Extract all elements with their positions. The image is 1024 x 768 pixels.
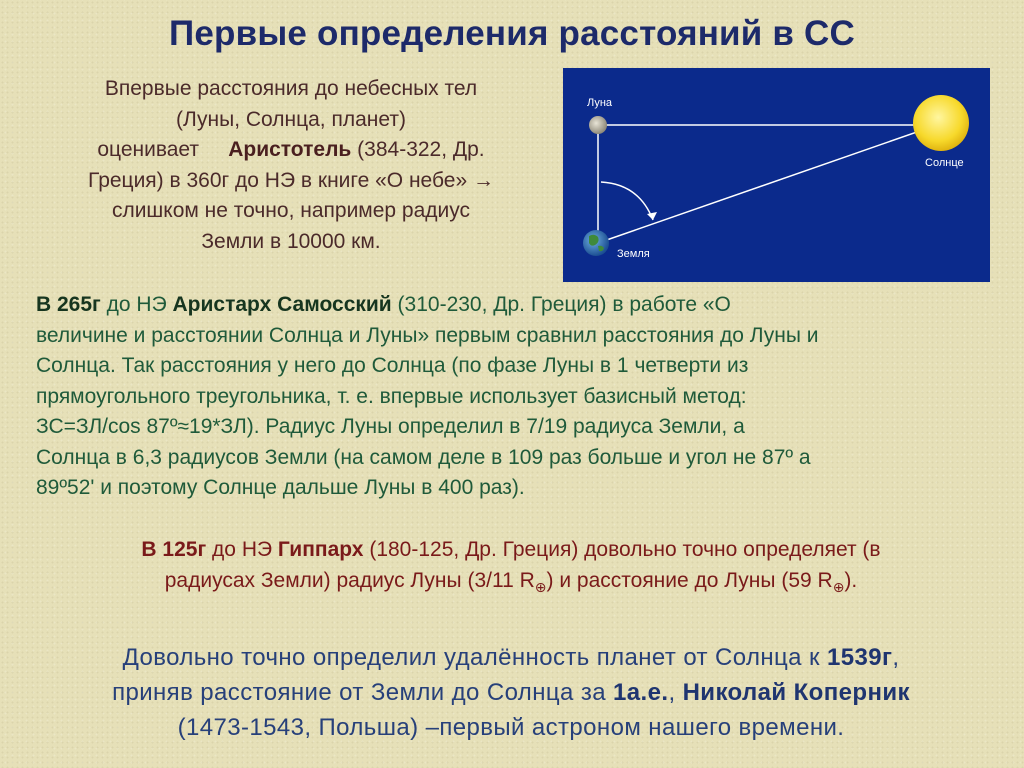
year-1539: 1539г: [826, 644, 893, 671]
year-125: В 125г: [141, 538, 207, 561]
intro-line: (Луны, Солнца, планет): [176, 107, 406, 131]
paragraph-line: [36, 566, 986, 603]
paragraph-text: ,: [892, 644, 900, 671]
aristarchus-paragraph: [36, 290, 1011, 504]
paragraph-line: 89º52' и поэтому Солнце дальше Луны в 400 раз).: [36, 476, 525, 499]
arc-arrow-icon: [647, 212, 657, 220]
page-title: Первые определения расстояний в СС: [169, 14, 855, 53]
moon-icon: [589, 116, 607, 134]
au-unit: 1а.е.: [613, 679, 669, 706]
paragraph-line: [36, 640, 986, 675]
paragraph-text: ).: [844, 568, 858, 592]
paragraph-line: величине и расстоянии Солнца и Луны» первым сравнил расстояния до Луны и: [36, 323, 819, 347]
intro-line: Впервые расстояния до небесных тел: [104, 77, 478, 100]
angle-arc: [601, 182, 653, 220]
paragraph-text: ,: [668, 679, 683, 706]
sun-label: Солнце: [925, 157, 964, 169]
hipparchus-name: Гиппарх: [277, 538, 364, 561]
moon-label: Луна: [587, 97, 613, 109]
paragraph-line: (1473-1543, Польша) –первый астроном нашего времени.: [177, 714, 845, 741]
earth-symbol: ⊕: [534, 578, 547, 595]
aristarchus-name: Аристарх Самосский: [172, 293, 392, 316]
paragraph-line: ЗС=ЗЛ/cos 87º≈19*ЗЛ). Радиус Луны определил в 7/19 радиуса Земли, а: [36, 415, 745, 438]
paragraph-text: радиусах Земли) радиус Луны (3/11 R: [164, 568, 535, 592]
diagram-svg: [563, 68, 990, 282]
intro-paragraph: [32, 74, 550, 257]
paragraph-line: [36, 535, 986, 566]
intro-line: [32, 135, 550, 166]
paragraph-text: до НЭ: [206, 538, 278, 561]
paragraph-line: Солнца. Так расстояния у него до Солнца (по фазе Луны в 1 четверти из: [36, 354, 749, 377]
paragraph-line: [36, 675, 986, 710]
intro-text: оценивает: [97, 138, 200, 161]
earth-sun-line: [598, 125, 937, 243]
paragraph-text: (180-125, Др. Греция) довольно точно определяет (в: [363, 538, 881, 561]
paragraph-text: приняв расстояние от Земли до Солнца за: [112, 679, 614, 706]
earth-symbol: ⊕: [832, 578, 845, 595]
sun-icon: [913, 95, 969, 151]
copernicus-paragraph: [36, 640, 986, 745]
hipparchus-paragraph: [36, 535, 986, 602]
paragraph-line: Солнца в 6,3 радиусов Земли (на самом деле в 109 раз больше и угол не 87º а: [36, 445, 811, 469]
paragraph-text: ) и расстояние до Луны (59 R: [546, 568, 833, 592]
aristotle-name: Аристотель: [228, 138, 352, 161]
intro-line: Греция) в 360г до НЭ в книге «О небе» →: [88, 168, 494, 192]
intro-line: Земли в 10000 км.: [201, 229, 381, 253]
earth-moon-sun-diagram: [563, 68, 990, 282]
paragraph-text: (310-230, Др. Греция) в работе «О: [391, 293, 731, 316]
intro-text: (384-322, Др.: [357, 138, 485, 161]
year-265: В 265г: [36, 293, 101, 316]
copernicus-name: Николай Коперник: [682, 679, 910, 706]
earth-label: Земля: [617, 248, 650, 260]
intro-line: слишком не точно, например радиус: [111, 199, 471, 222]
paragraph-line: прямоугольного треугольника, т. е. впервые использует базисный метод:: [36, 384, 747, 408]
paragraph-text: Довольно точно определил удалённость планет от Солнца к: [122, 644, 827, 671]
paragraph-text: до НЭ: [100, 293, 173, 316]
paragraph-line: [36, 290, 1011, 321]
